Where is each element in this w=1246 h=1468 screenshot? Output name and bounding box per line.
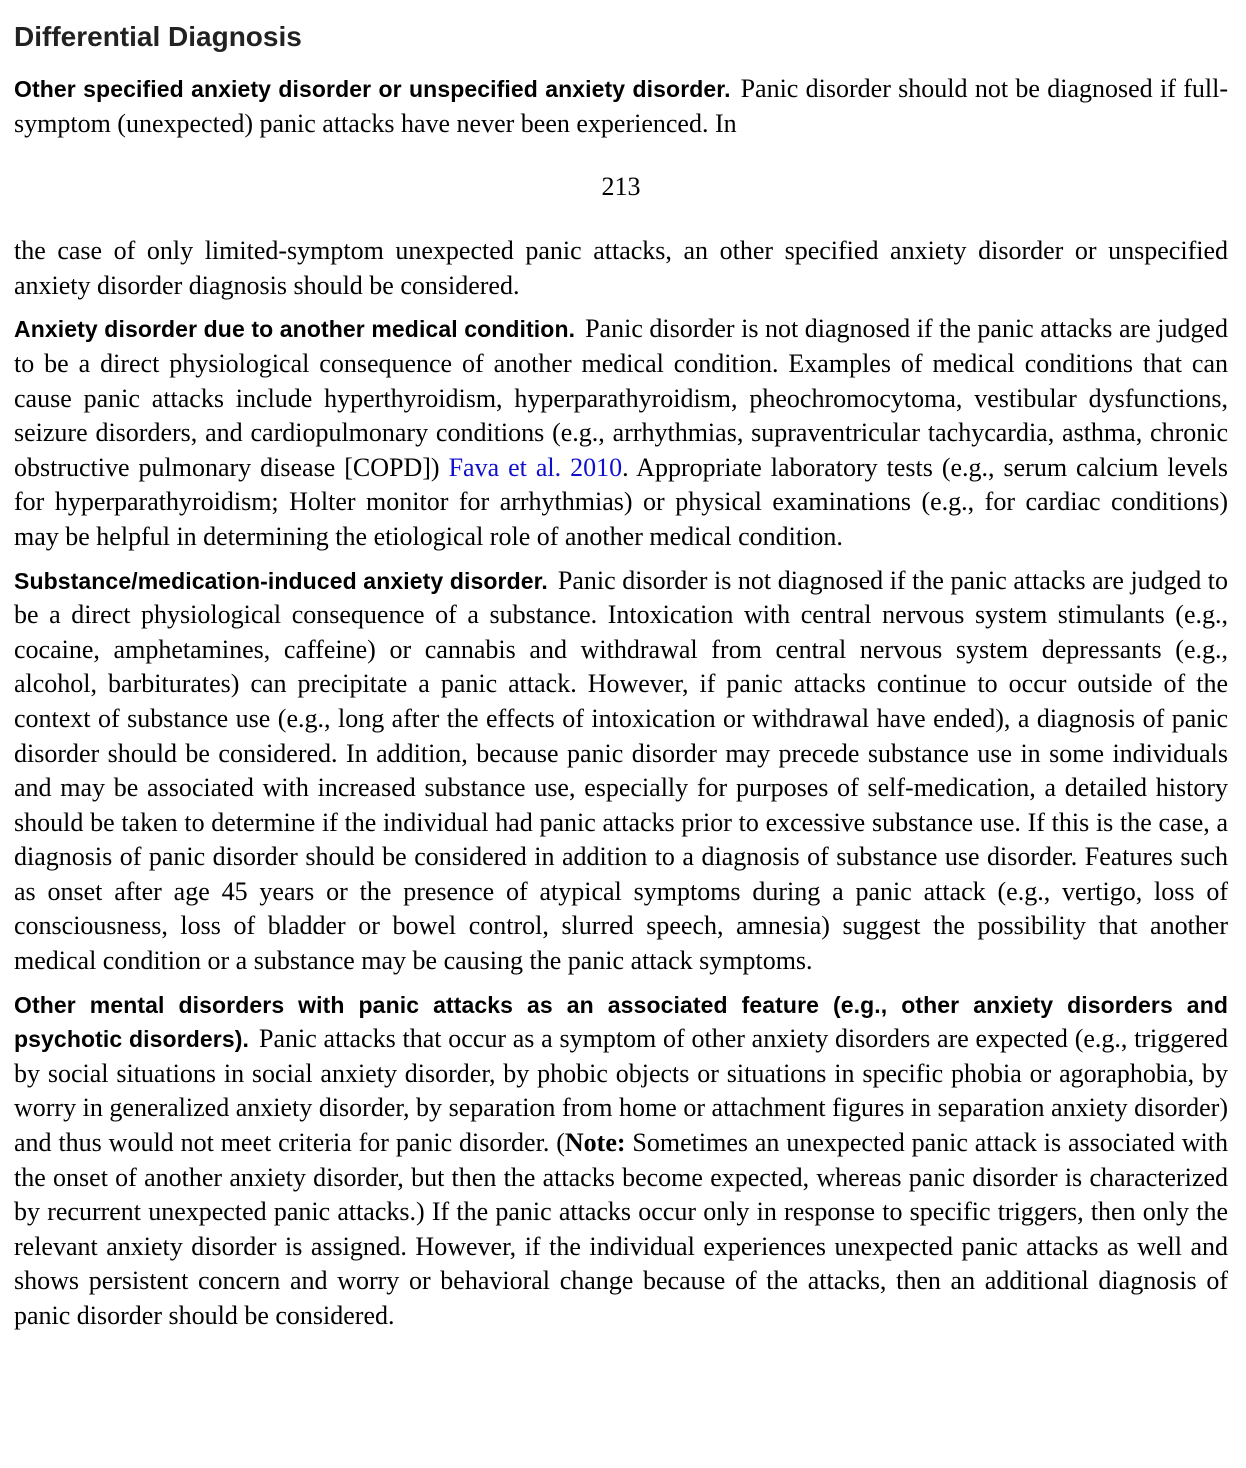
entry-text: Panic attacks that occur as a symptom of other anxiety disorders are expected (e.g., triggered by social situations in social anxiety disorder, by phobic objects or situations in specific phobia or agoraphobia, by worry in generalized anxiety disorder, by separation from home or attachment figures in separation anxiety disorder) and thus would not meet criteria for panic disorder. ( (14, 1024, 1229, 1158)
entry-substance-induced (14, 564, 1228, 979)
entry-text: . Appropriate laboratory tests (e.g., serum calcium levels for hyperparathyroidism; Holter monitor for arrhythmias) or physical examinations (e.g., for cardiac conditions) may be helpful in determining the etiological role of another medical condition. (14, 452, 1228, 551)
entry-lead: Substance/medication-induced anxiety disorder. (14, 567, 548, 594)
entry-other-specified-anxiety (14, 72, 1228, 141)
entry-continuation (14, 234, 1228, 303)
entry-lead: Other mental disorders with panic attacks as an associated feature (e.g., other anxiety disorders and psychotic disorders). (14, 991, 1228, 1053)
entry-lead: Anxiety disorder due to another medical condition. (14, 316, 576, 343)
note-label: Note: (564, 1128, 626, 1158)
citation-link[interactable]: Fava et al. 2010 (448, 452, 623, 482)
entry-text: Panic disorder should not be diagnosed if full-symptom (unexpected) panic attacks have never been experienced. In (14, 74, 1228, 138)
entry-medical-condition (14, 312, 1228, 554)
section-heading: Differential Diagnosis (14, 21, 302, 52)
entry-other-mental-disorders (14, 988, 1228, 1334)
entry-text: the case of only limited-symptom unexpected panic attacks, an other specified anxiety disorder or unspecified anxiety disorder diagnosis should be considered. (14, 236, 1228, 300)
entry-text: Panic disorder is not diagnosed if the panic attacks are judged to be a direct physiological consequence of another medical condition. Examples of medical conditions that can cause panic attacks include hyperthyroidism, hyperparathyroidism, pheochromocytoma, vestibular dysfunctions, seizure disorders, and cardiopulmonary conditions (e.g., arrhythmias, supraventricular tachycardia, asthma, chronic obstructive pulmonary disease [COPD]) (14, 314, 1228, 482)
page-number: 213 (601, 172, 641, 202)
entry-lead: Other specified anxiety disorder or unspecified anxiety disorder. (14, 76, 731, 102)
entry-text: Panic disorder is not diagnosed if the panic attacks are judged to be a direct physiological consequence of a substance. Intoxication with central nervous system stimulants (e.g., cocaine, amphetamines, caffeine) or cannabis and withdrawal from central nervous system depressants (e.g., alcohol, barbiturates) can precipitate a panic attack. However, if panic attacks continue to occur outside of the context of substance use (e.g., long after the effects of intoxication or withdrawal have ended), a diagnosis of panic disorder should be considered. In addition, because panic disorder may precede substance use in some individuals and may be associated with increased substance use, especially for purposes of self-medication, a detailed history should be taken to determine if the individual had panic attacks prior to excessive substance use. If this is the case, a diagnosis of panic disorder should be considered in addition to a diagnosis of substance use disorder. Features such as onset after age 45 years or the presence of atypical symptoms during a panic attack (e.g., vertigo, loss of consciousness, loss of bladder or bowel control, slurred speech, amnesia) suggest the possibility that another medical condition or a substance may be causing the panic attack symptoms. (14, 565, 1229, 976)
entry-text: Sometimes an unexpected panic attack is associated with the onset of another anxiety disorder, but then the attacks become expected, whereas panic disorder is characterized by recurrent unexpected panic attacks.) If the panic attacks occur only in response to specific triggers, then only the relevant anxiety disorder is assigned. However, if the individual experiences unexpected panic attacks as well and shows persistent concern and worry or behavioral change because of the attacks, then an additional diagnosis of panic disorder should be considered. (14, 1128, 1228, 1330)
